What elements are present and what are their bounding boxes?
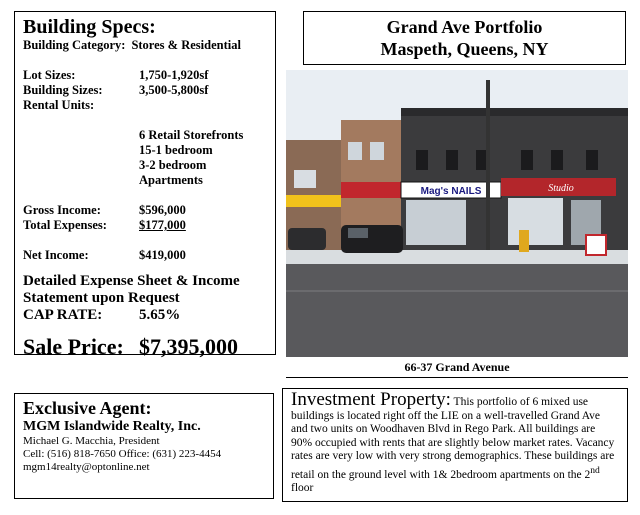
cap-rate-row [23, 307, 267, 324]
sale-price-label: Sale Price: [23, 334, 124, 359]
portfolio-title: Grand Ave Portfolio [386, 17, 543, 37]
category-label: Building Category: [23, 38, 126, 52]
detail-line-1: Detailed Expense Sheet & Income [23, 273, 240, 289]
gross-income-value: $596,000 [139, 203, 186, 217]
building-size-value: 3,500-5,800sf [139, 83, 209, 97]
photo-caption: 66-37 Grand Avenue [404, 360, 510, 374]
agent-box [14, 393, 274, 499]
lot-value: 1,750-1,920sf [139, 68, 209, 82]
net-income-value: $419,000 [139, 248, 186, 262]
investment-description [291, 389, 619, 495]
rental-row [23, 98, 267, 113]
category-row [23, 38, 267, 53]
studio-sign: Studio [548, 183, 574, 194]
investment-body-b: floor [291, 481, 314, 494]
cap-rate-value: 5.65% [139, 307, 181, 323]
rental-line-2: 15-1 bedroom [139, 143, 213, 157]
portfolio-location: Maspeth, Queens, NY [380, 39, 549, 59]
investment-sup: nd [590, 464, 600, 476]
agent-phone: Cell: (516) 818-7650 Office: (631) 223-4454 [23, 448, 222, 460]
building-size-label: Building Sizes: [23, 83, 103, 97]
lot-row [23, 68, 267, 83]
building-photo [286, 70, 628, 357]
total-expenses-label: Total Expenses: [23, 218, 107, 232]
investment-body-a: This portfolio of 6 mixed use buildings is located right off the LIE on a well-travelled Grand Ave and two units on Woodhaven Blvd in Rego Park. All buildings are 90% occupied with rents that are slightly below market rates. Vacancy rates are very low with very strong demographics. These buildings are retail on the ground level with 1& 2bedroom apartments on the 2 [291, 396, 615, 481]
nails-sign: Mag's NAILS [420, 186, 482, 197]
net-income-label: Net Income: [23, 248, 89, 262]
building-specs-box [14, 11, 276, 359]
lot-label: Lot Sizes: [23, 68, 76, 82]
gross-income-label: Gross Income: [23, 203, 101, 217]
gross-income-row [23, 203, 267, 218]
rental-line-3: 3-2 bedroom [139, 158, 207, 172]
rental-label: Rental Units: [23, 98, 95, 112]
investment-heading: Investment Property: [291, 389, 451, 410]
building-size-row [23, 83, 267, 98]
agent-email: mgm14realty@optonline.net [23, 461, 150, 473]
agent-name: Michael G. Macchia, President [23, 435, 160, 447]
agent-company: MGM Islandwide Realty, Inc. [23, 419, 201, 434]
sale-price-row [23, 334, 267, 360]
sale-price-value: $7,395,000 [139, 334, 238, 359]
rental-line-4: Apartments [139, 173, 203, 187]
total-expenses-value: $177,000 [139, 218, 186, 232]
total-expenses-row [23, 218, 267, 233]
caption-divider [286, 377, 628, 378]
net-income-row [23, 248, 267, 263]
cap-rate-label: CAP RATE: [23, 307, 103, 323]
portfolio-title-box [303, 11, 626, 65]
rental-line-1: 6 Retail Storefronts [139, 128, 244, 142]
category-value: Stores & Residential [131, 38, 241, 52]
agent-heading: Exclusive Agent: [23, 398, 152, 418]
specs-heading: Building Specs: [23, 16, 156, 38]
detail-line-2: Statement upon Request [23, 290, 180, 306]
investment-box [282, 388, 628, 502]
